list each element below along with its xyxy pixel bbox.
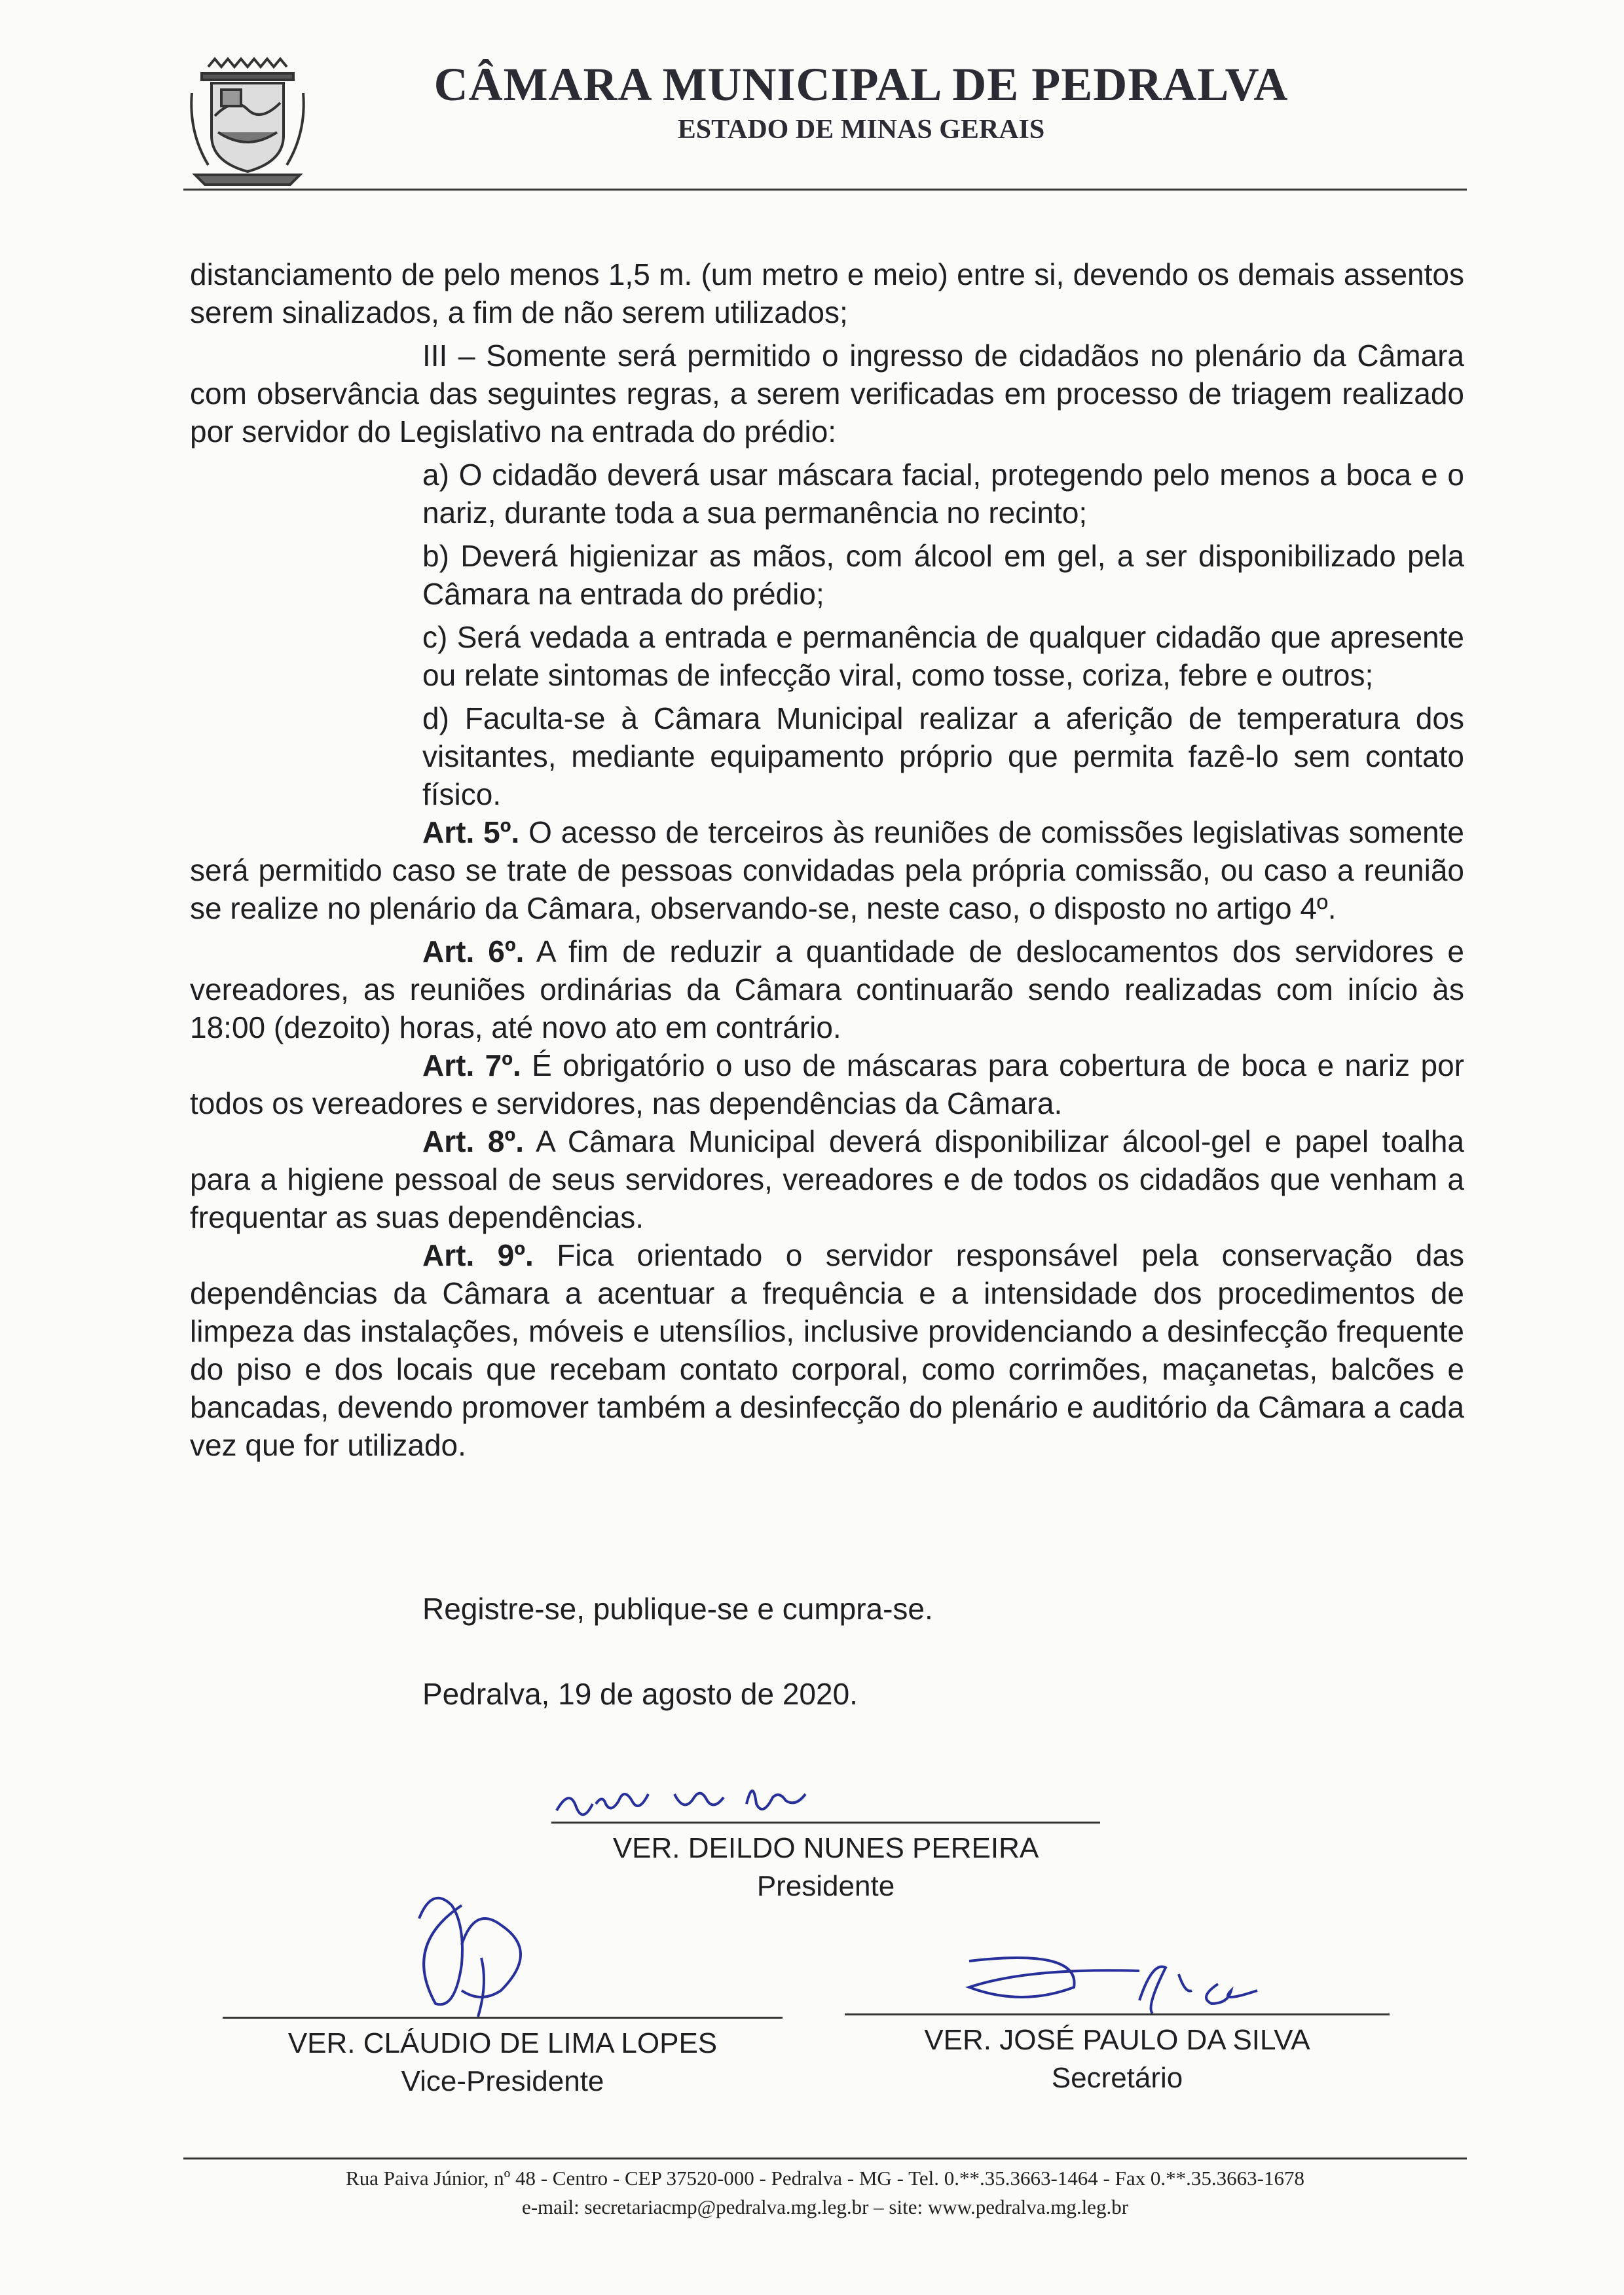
- closing-formula: Registre-se, publique-se e cumpra-se.: [422, 1592, 933, 1626]
- vice-president-signature-line: [223, 2017, 783, 2019]
- article-5-label: Art. 5º.: [422, 815, 520, 849]
- article-9: [190, 1236, 1464, 1464]
- footer-address: Rua Paiva Júnior, nº 48 - Centro - CEP 37520-000 - Pedralva - MG - Tel. 0.**.35.3663-1464 - Fax 0.**.35.3663-1678: [346, 2167, 1304, 2190]
- vice-president-name: VER. CLÁUDIO DE LIMA LOPES: [287, 2027, 718, 2059]
- president-signature-line: [551, 1822, 1100, 1824]
- article-9-text: Fica orientado o servidor responsável pela conservação das dependências da Câmara a acentuar a frequência e a intensidade dos procedimentos de limpeza das instalações, móveis e utensílios, inclusive providenciando a desinfecção frequente do piso e dos locais que recebam contato corporal, como corrimões, maçanetas, balcões e bancadas, devendo promover também a desinfecção do plenário e auditório da Câmara a cada vez que for utilizado.: [190, 1238, 1464, 1462]
- document-body: [190, 255, 1464, 1464]
- president-name: VER. DEILDO NUNES PEREIRA: [612, 1832, 1039, 1864]
- secretary-signature: [943, 1948, 1336, 2020]
- header-divider: [183, 189, 1467, 191]
- secretary-name: VER. JOSÉ PAULO DA SILVA: [924, 2024, 1310, 2056]
- article-5-text: O acesso de terceiros às reuniões de comissões legislativas somente será permitido caso se trate de pessoas convidadas pela própria comissão, ou caso a reunião se realize no plenário da Câmara, observando-se, neste caso, o disposto no artigo 4º.: [190, 815, 1464, 925]
- paragraph-item-iii: III – Somente será permitido o ingresso de cidadãos no plenário da Câmara com observância das seguintes regras, a serem verificadas em processo de triagem realizado por servidor do Legislativo na entrada do prédio:: [190, 339, 1464, 449]
- president-role: Presidente: [756, 1870, 895, 1902]
- secretary-role: Secretário: [1051, 2062, 1183, 2094]
- footer-divider: [183, 2157, 1467, 2159]
- signing-date: Pedralva, 19 de agosto de 2020.: [422, 1677, 858, 1711]
- list-item-d: d) Faculta-se à Câmara Municipal realizar a aferição de temperatura dos visitantes, mediante equipamento próprio que permita fazê-lo sem contato físico.: [422, 701, 1464, 811]
- article-6-label: Art. 6º.: [422, 934, 525, 968]
- article-9-label: Art. 9º.: [422, 1238, 534, 1272]
- article-8-text: A Câmara Municipal deverá disponibilizar álcool-gel e papel toalha para a higiene pessoal de seus servidores, vereadores e de todos os cidadãos que venham a frequentar as suas dependências.: [190, 1124, 1464, 1234]
- vice-president-signature: [383, 1879, 566, 2023]
- president-signature: [550, 1778, 956, 1824]
- article-8-label: Art. 8º.: [422, 1124, 524, 1158]
- list-item-c: c) Será vedada a entrada e permanência de qualquer cidadão que apresente ou relate sintomas de infecção viral, como tosse, coriza, febre e outros;: [422, 620, 1464, 692]
- article-5: [190, 813, 1464, 927]
- article-7-label: Art. 7º.: [422, 1048, 521, 1082]
- article-7-text: É obrigatório o uso de máscaras para cobertura de boca e nariz por todos os vereadores e servidores, nas dependências da Câmara.: [190, 1048, 1464, 1120]
- article-8: [190, 1122, 1464, 1236]
- article-6: [190, 932, 1464, 1046]
- article-7: [190, 1046, 1464, 1122]
- page-title: CÂMARA MUNICIPAL DE PEDRALVA: [434, 58, 1289, 111]
- paragraph-continuation: distanciamento de pelo menos 1,5 m. (um metro e meio) entre si, devendo os demais assentos serem sinalizados, a fim de não serem utilizados;: [190, 257, 1464, 329]
- page-subtitle: ESTADO DE MINAS GERAIS: [677, 115, 1045, 145]
- article-6-text: A fim de reduzir a quantidade de deslocamentos dos servidores e vereadores, as reuniões ordinárias da Câmara continuarão sendo realizadas com início às 18:00 (dezoito) horas, até novo ato em contrário.: [190, 934, 1464, 1044]
- footer-contact: e-mail: secretariacmp@pedralva.mg.leg.br – site: www.pedralva.mg.leg.br: [521, 2195, 1129, 2218]
- list-item-b: b) Deverá higienizar as mãos, com álcool em gel, a ser disponibilizado pela Câmara na entrada do prédio;: [422, 539, 1464, 611]
- list-item-a: a) O cidadão deverá usar máscara facial, protegendo pelo menos a boca e o nariz, durante toda a sua permanência no recinto;: [422, 458, 1464, 530]
- secretary-signature-line: [845, 2013, 1390, 2015]
- vice-president-role: Vice-Presidente: [401, 2065, 604, 2097]
